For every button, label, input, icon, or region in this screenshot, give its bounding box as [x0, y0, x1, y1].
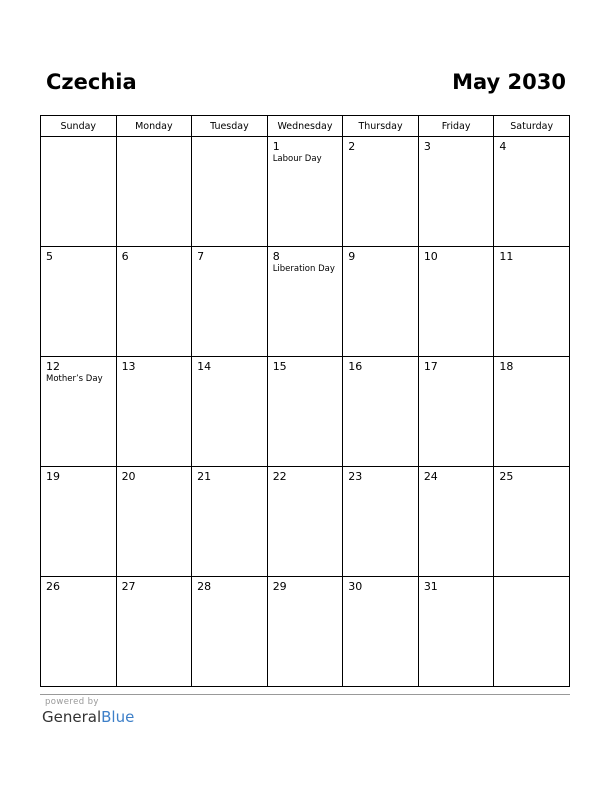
- day-number: [41, 137, 116, 140]
- day-cell: [343, 137, 419, 247]
- day-number: 2: [348, 140, 356, 153]
- day-number: 5: [46, 250, 53, 263]
- day-cell: [267, 137, 343, 247]
- day-number: 12: [46, 360, 60, 373]
- day-cell: [343, 357, 419, 467]
- weekday-header: Saturday: [494, 116, 570, 137]
- day-cell: [494, 577, 570, 687]
- day-number: [494, 577, 569, 580]
- day-number: 10: [423, 250, 438, 263]
- holiday-label: Liberation Day: [272, 264, 335, 274]
- day-cell: [267, 467, 343, 577]
- day-number: 15: [272, 360, 287, 373]
- day-cell: [343, 577, 419, 687]
- week-row: [41, 357, 570, 467]
- weekday-header: Friday: [418, 116, 494, 137]
- day-number: 1: [272, 140, 280, 153]
- day-cell: [343, 247, 419, 357]
- day-cell: [343, 467, 419, 577]
- month-year-title: May 2030: [452, 70, 566, 94]
- day-number: 29: [272, 580, 287, 593]
- day-number: 17: [423, 360, 438, 373]
- day-cell: [494, 137, 570, 247]
- holiday-label: Labour Day: [272, 154, 322, 164]
- weekday-header: Sunday: [41, 116, 117, 137]
- day-cell: [116, 247, 192, 357]
- holiday-label: Mother’s Day: [46, 374, 103, 384]
- footer-divider: [40, 694, 570, 695]
- week-row: [41, 467, 570, 577]
- day-cell: [41, 137, 117, 247]
- day-cell: [418, 467, 494, 577]
- week-row: [41, 577, 570, 687]
- day-number: 4: [499, 140, 507, 153]
- day-cell: [192, 137, 268, 247]
- day-cell: [494, 357, 570, 467]
- day-number: 25: [499, 470, 514, 483]
- day-cell: [267, 577, 343, 687]
- weekday-header: Monday: [116, 116, 192, 137]
- day-number: 27: [121, 580, 136, 593]
- brand-general-text: General: [42, 708, 102, 726]
- brand-blue-text: Blue: [101, 708, 135, 726]
- day-cell: [116, 357, 192, 467]
- day-number: 19: [46, 470, 60, 483]
- day-number: 26: [46, 580, 60, 593]
- day-cell: [116, 467, 192, 577]
- day-number: 22: [272, 470, 287, 483]
- day-number: 6: [121, 250, 129, 263]
- day-cell: [418, 357, 494, 467]
- day-number: 16: [348, 360, 363, 373]
- day-number: 3: [423, 140, 431, 153]
- day-number: 23: [348, 470, 363, 483]
- day-number: 7: [197, 250, 205, 263]
- day-number: 11: [499, 250, 514, 263]
- weekday-header: Tuesday: [192, 116, 268, 137]
- day-cell: [192, 357, 268, 467]
- day-number: 24: [423, 470, 438, 483]
- powered-by-text: powered by: [45, 697, 99, 707]
- day-cell: [41, 467, 117, 577]
- week-row: [41, 247, 570, 357]
- country-title: Czechia: [46, 70, 137, 94]
- day-cell: [41, 357, 117, 467]
- day-cell: [41, 577, 117, 687]
- day-number: 30: [348, 580, 363, 593]
- day-cell: [192, 577, 268, 687]
- weekday-header: Thursday: [343, 116, 419, 137]
- day-cell: [116, 577, 192, 687]
- day-number: 20: [121, 470, 136, 483]
- day-cell: [494, 467, 570, 577]
- day-number: 13: [121, 360, 136, 373]
- weekday-header: Wednesday: [267, 116, 343, 137]
- day-cell: [418, 247, 494, 357]
- generalblue-logo[interactable]: [42, 708, 134, 726]
- day-number: [192, 137, 267, 140]
- day-number: 28: [197, 580, 212, 593]
- day-number: [117, 137, 192, 140]
- day-cell: [418, 577, 494, 687]
- day-number: 8: [272, 250, 280, 263]
- day-number: 31: [423, 580, 438, 593]
- week-row: [41, 137, 570, 247]
- day-cell: [494, 247, 570, 357]
- day-cell: [267, 247, 343, 357]
- day-cell: [116, 137, 192, 247]
- day-cell: [41, 247, 117, 357]
- day-number: 14: [197, 360, 212, 373]
- day-cell: [192, 467, 268, 577]
- day-number: 18: [499, 360, 514, 373]
- day-cell: [418, 137, 494, 247]
- day-cell: [267, 357, 343, 467]
- day-cell: [192, 247, 268, 357]
- day-number: 21: [197, 470, 212, 483]
- weekday-header-row: [41, 116, 570, 137]
- calendar-grid: [40, 115, 570, 687]
- day-number: 9: [348, 250, 356, 263]
